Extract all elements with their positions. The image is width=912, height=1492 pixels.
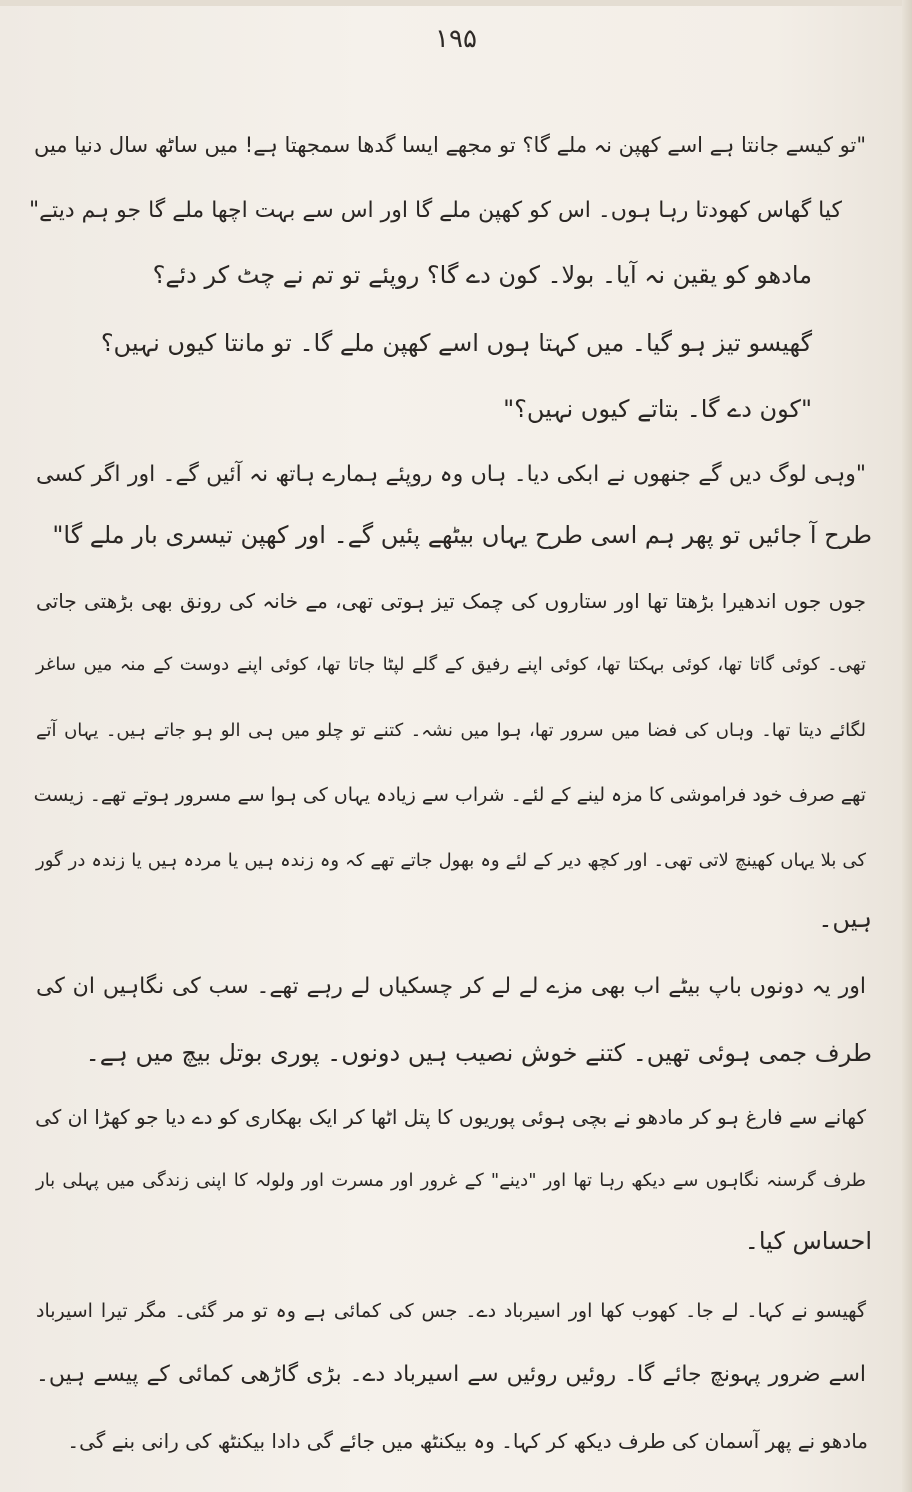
text-line-16: کھانے سے فارغ ہو کر مادھو نے بچی ہوئی پوریوں کا پتل اٹھا کر ایک بھکاری کو دے دیا جو کھڑا ان کی [35, 1105, 866, 1129]
text-line-20: اسے ضرور پہونچ جائے گا۔ روئیں روئیں سے اسیرباد دے۔ بڑی گاڑھی کمائی کے پیسے ہیں۔ [36, 1362, 866, 1387]
text-line-19: گھیسو نے کہا۔ لے جا۔ کھوب کھا اور اسیرباد دے۔ جس کی کمائی ہے وہ تو مر گئی۔ مگر تیرا اسیرباد [36, 1300, 866, 1322]
text-line-11: تھے صرف خود فراموشی کا مزہ لینے کے لئے۔ شراب سے زیادہ یہاں کی ہوا سے مسرور ہوتے تھے۔ زیست [33, 784, 866, 806]
text-line-2: کیا گھاس کھودتا رہا ہوں۔ اس کو کھپن ملے گا اور اس سے بہت اچھا ملے گا جو ہم دیتے" [29, 198, 842, 223]
text-line-17: طرف گرسنہ نگاہوں سے دیکھ رہا تھا اور "دینے" کے غرور اور مسرت اور ولولہ کا اپنی زندگی میں پہلی بار [36, 1170, 866, 1191]
text-line-21: مادھو نے پھر آسمان کی طرف دیکھ کر کہا۔ وہ بیکنٹھ میں جائے گی دادا بیکنٹھ کی رانی بنے گی۔ [67, 1429, 868, 1453]
text-line-13: ہیں۔ [818, 905, 872, 933]
text-line-8: جوں جوں اندھیرا بڑھتا تھا اور ستاروں کی چمک تیز ہوتی تھی، مے خانہ کی رونق بھی بڑھتی جاتی [36, 589, 866, 613]
text-line-10: لگائے دیتا تھا۔ وہاں کی فضا میں سرور تھا، ہوا میں نشہ۔ کتنے تو چلو میں ہی الو ہو جاتے ہیں۔ یہاں آتے [36, 720, 866, 741]
text-line-15: طرف جمی ہوئی تھیں۔ کتنے خوش نصیب ہیں دونوں۔ پوری بوتل بیچ میں ہے۔ [85, 1039, 872, 1067]
page-number: ۱۹۵ [435, 24, 477, 54]
text-line-18: احساس کیا۔ [744, 1227, 872, 1255]
text-line-7: طرح آ جائیں تو پھر ہم اسی طرح یہاں بیٹھے پئیں گے۔ اور کھپن تیسری بار ملے گا" [52, 521, 872, 549]
text-line-1: "تو کیسے جانتا ہے اسے کھپن نہ ملے گا؟ تو مجھے ایسا گدھا سمجھتا ہے! میں ساٹھ سال دنیا میں [33, 133, 866, 157]
text-line-4: گھیسو تیز ہو گیا۔ میں کہتا ہوں اسے کھپن ملے گا۔ تو مانتا کیوں نہیں؟ [100, 329, 812, 357]
text-line-5: "کون دے گا۔ بتاتے کیوں نہیں؟" [503, 395, 812, 423]
text-line-6: "وہی لوگ دیں گے جنھوں نے ابکی دیا۔ ہاں وہ روپئے ہمارے ہاتھ نہ آئیں گے۔ اور اگر کسی [36, 462, 866, 487]
text-line-9: تھی۔ کوئی گاتا تھا، کوئی بہکتا تھا، کوئی اپنے رفیق کے گلے لپٹا جاتا تھا، کوئی اپنے دوست کے منہ میں ساغر [36, 654, 866, 675]
text-line-3: مادھو کو یقین نہ آیا۔ بولا۔ کون دے گا؟ روپئے تو تم نے چٹ کر دئے؟ [152, 261, 812, 289]
text-line-14: اور یہ دونوں باپ بیٹے اب بھی مزے لے لے کر چسکیاں لے رہے تھے۔ سب کی نگاہیں ان کی [36, 974, 866, 999]
text-line-12: کی بلا یہاں کھینچ لاتی تھی۔ اور کچھ دیر کے لئے وہ بھول جاتے تھے کہ وہ زندہ ہیں یا مردہ ہیں یا زندہ در گور [36, 850, 866, 871]
